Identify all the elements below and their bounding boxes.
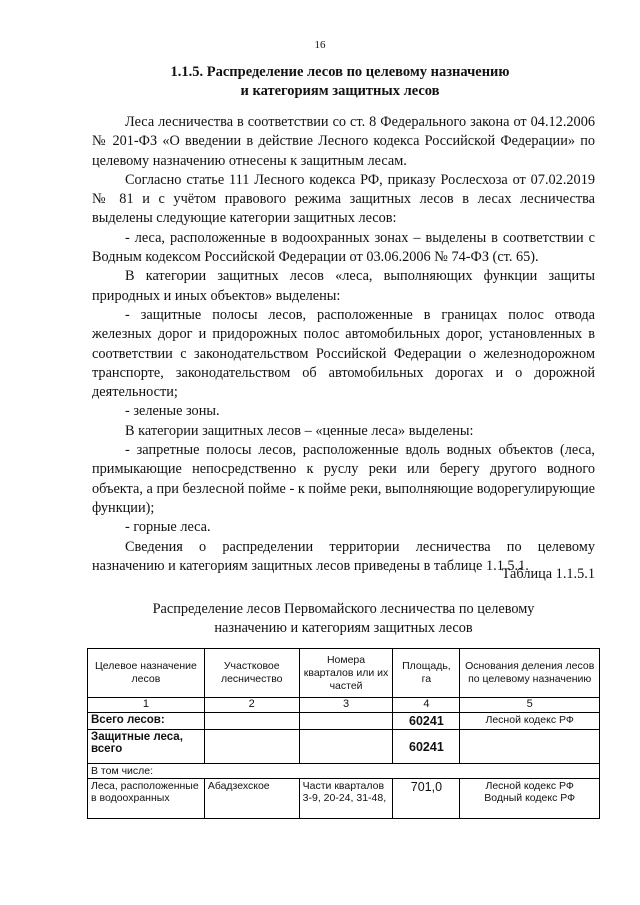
table-row: [88, 779, 600, 819]
heading-line-1: 1.1.5. Распределение лесов по целевому назначению: [170, 64, 510, 80]
row-district: Абадзехское: [204, 779, 299, 819]
paragraph: - леса, расположенные в водоохранных зонах – выделены в соответствии с Водным кодексом Российской Федерации от 03.06.2006 № 74-ФЗ (ст. 65).: [92, 229, 595, 266]
header-purpose: Целевое назначение лесов: [88, 649, 205, 698]
protective-label: Защитные леса, всего: [88, 730, 205, 764]
empty-cell: [299, 730, 393, 764]
protective-area: 60241: [393, 730, 460, 764]
table-title-line-2: назначению и категориям защитных лесов: [214, 620, 473, 636]
total-area: 60241: [393, 713, 460, 730]
empty-cell: [299, 713, 393, 730]
table-row-total: [88, 713, 600, 730]
row-area: 701,0: [393, 779, 460, 819]
paragraph: - горные леса.: [125, 519, 211, 536]
body-text: [92, 113, 595, 576]
total-basis: Лесной кодекс РФ: [460, 713, 600, 730]
row-basis: [460, 779, 600, 819]
forest-distribution-table: [87, 648, 600, 819]
row-quarters: Части кварталов 3-9, 20-24, 31-48,: [299, 779, 393, 819]
paragraph: - запретные полосы лесов, расположенные вдоль водных объектов (леса, примыкающие непосредственно к руслу реки или берегу другого водного объекта, а при безлесной пойме - к пойме реки, выполняющие водорегулирующие функции);: [92, 442, 595, 516]
table-header-row: [88, 649, 600, 698]
paragraph: Согласно статье 111 Лесного кодекса РФ, приказу Рослесхоза от 07.02.2019 № 81 и с учётом правового режима защитных лесов в лесах лесничества выделены следующие категории защитных лесов:: [92, 171, 595, 227]
paragraph: - зеленые зоны.: [125, 403, 220, 420]
including-label: В том числе:: [88, 764, 600, 779]
column-number: 4: [393, 698, 460, 713]
paragraph: В категории защитных лесов «леса, выполняющих функции защиты природных и иных объектов» выделены:: [92, 268, 595, 304]
empty-cell: [460, 730, 600, 764]
row-purpose: Леса, расположенные в водоохранных: [88, 779, 205, 819]
row-basis-line-2: Водный кодекс РФ: [484, 792, 576, 804]
column-number: 1: [88, 698, 205, 713]
empty-cell: [204, 730, 299, 764]
heading-line-2: и категориям защитных лесов: [240, 83, 440, 99]
column-number: 3: [299, 698, 393, 713]
empty-cell: [204, 713, 299, 730]
column-number: 2: [204, 698, 299, 713]
paragraph: Леса лесничества в соответствии со ст. 8 Федерального закона от 04.12.2006 № 201-ФЗ «О введении в действие Лесного кодекса Российской Федерации» по целевому назначению отнесены к защитным лесам.: [92, 114, 595, 169]
header-quarters: Номера кварталов или их частей: [299, 649, 393, 698]
table-caption: Таблица 1.1.5.1: [501, 566, 595, 582]
total-label: Всего лесов:: [88, 713, 205, 730]
row-basis-line-1: Лесной кодекс РФ: [485, 780, 574, 792]
paragraph: Сведения о распределении территории лесничества по целевому назначению и категориям защитных лесов приведены в таблице 1.1.5.1.: [92, 538, 595, 574]
section-heading: [80, 63, 600, 101]
header-area: Площадь, га: [393, 649, 460, 698]
table-row-protective: [88, 730, 600, 764]
header-district: Участковое лесничество: [204, 649, 299, 698]
column-number-row: [88, 698, 600, 713]
paragraph: - защитные полосы лесов, расположенные в границах полос отвода железных дорог и придорожных полос автомобильных дорог, установленных в соответствии с законодательством Российской Федерации о железнодорожном транспорте, законодательством об автомобильных дорогах и о дорожной деятельности;: [92, 306, 595, 401]
table-row-including: [88, 764, 600, 779]
page-number: 16: [314, 39, 326, 51]
header-basis: Основания деления лесов по целевому назначению: [460, 649, 600, 698]
column-number: 5: [460, 698, 600, 713]
paragraph: В категории защитных лесов – «ценные леса» выделены:: [125, 422, 474, 439]
table-title-line-1: Распределение лесов Первомайского лесничества по целевому: [152, 601, 535, 617]
table-title: [92, 600, 595, 638]
